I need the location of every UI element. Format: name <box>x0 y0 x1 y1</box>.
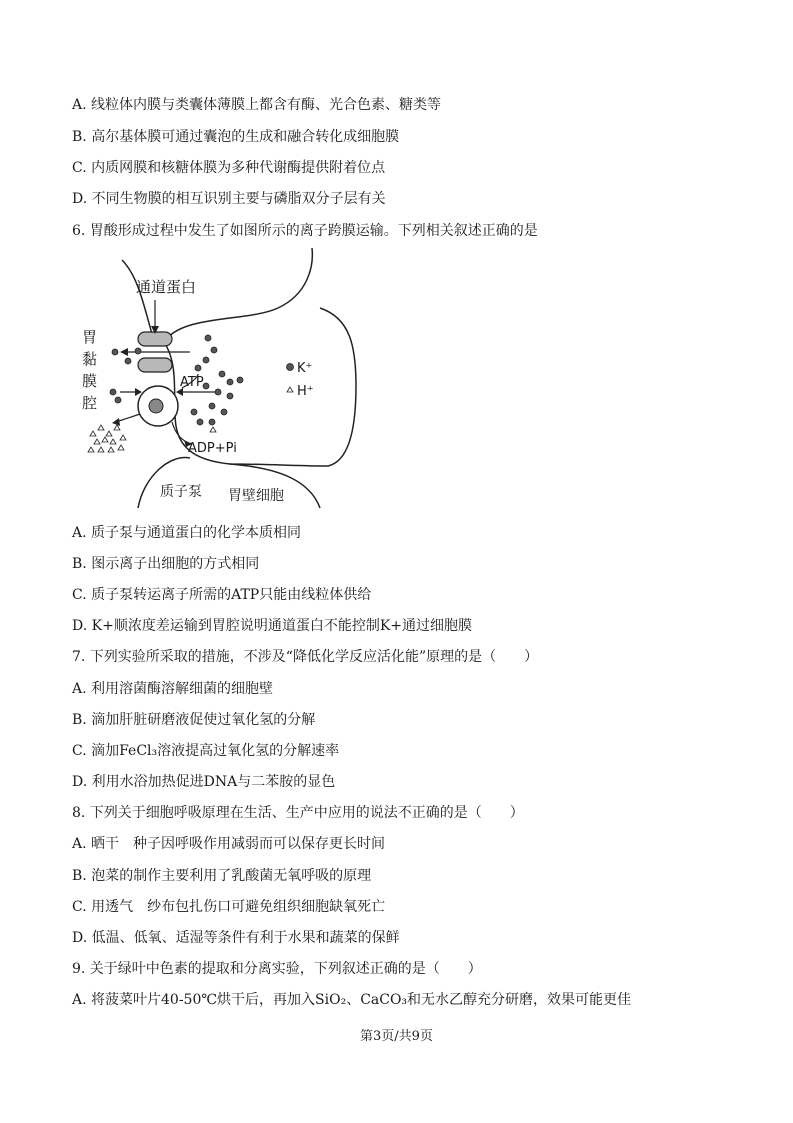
lumen-label-4: 腔 <box>82 394 98 412</box>
q7-option-b: B. 滴加肝脏研磨液促使过氧化氢的分解 <box>72 712 316 728</box>
q9-stem: 9. 关于绿叶中色素的提取和分离实验，下列叙述正确的是（ ） <box>72 961 482 977</box>
q7-option-a: A. 利用溶菌酶溶解细菌的细胞壁 <box>72 681 274 697</box>
q9-option-a: A. 将菠菜叶片40-50℃烘干后，再加入SiO₂、CaCO₃和无水乙醇充分研磨，效果可能更佳 <box>72 992 632 1008</box>
lumen-label-1: 胃 <box>82 328 98 346</box>
lumen-label-3: 膜 <box>82 372 98 390</box>
atp-label: ATP <box>180 375 204 390</box>
q8-option-a: A. 晒干 种子因呼吸作用减弱而可以保存更长时间 <box>72 836 386 852</box>
q6-option-d: D. K+顺浓度差运输到胃腔说明通道蛋白不能控制K+通过细胞膜 <box>72 618 473 634</box>
q8-option-c: C. 用透气 纱布包扎伤口可避免组织细胞缺氧死亡 <box>72 899 386 915</box>
channel-protein-label: 通道蛋白 <box>136 278 197 296</box>
q7-option-c: C. 滴加FeCl₃溶液提高过氧化氢的分解速率 <box>72 743 340 759</box>
adp-label: ADP+Pi <box>188 441 237 456</box>
q6-option-c: C. 质子泵转运离子所需的ATP只能由线粒体供给 <box>72 587 372 603</box>
lumen-label-2: 黏 <box>82 350 98 368</box>
q6-option-b: B. 图示离子出细胞的方式相同 <box>72 556 260 572</box>
q6-option-a: A. 质子泵与通道蛋白的化学本质相同 <box>72 525 302 541</box>
k-ion-legend: K⁺ <box>297 361 313 376</box>
q8-option-b: B. 泡菜的制作主要利用了乳酸菌无氧呼吸的原理 <box>72 868 372 884</box>
q5-option-d: D. 不同生物膜的相互识别主要与磷脂双分子层有关 <box>72 191 386 207</box>
q7-option-d: D. 利用水浴加热促进DNA与二苯胺的显色 <box>72 774 336 790</box>
q5-option-c: C. 内质网膜和核糖体膜为多种代谢酶提供附着位点 <box>72 160 386 176</box>
q5-option-a: A. 线粒体内膜与类囊体薄膜上都含有酶、光合色素、糖类等 <box>72 97 442 113</box>
proton-pump-label: 质子泵 <box>160 484 202 500</box>
q7-stem: 7. 下列实验所采取的措施，不涉及“降低化学反应活化能”原理的是（ ） <box>72 649 539 665</box>
ion-transport-diagram <box>80 246 360 511</box>
h-ion-legend: H⁺ <box>297 384 314 399</box>
q8-option-d: D. 低温、低氧、适湿等条件有利于水果和蔬菜的保鲜 <box>72 930 400 946</box>
q5-option-b: B. 高尔基体膜可通过囊泡的生成和融合转化成细胞膜 <box>72 129 400 145</box>
q8-stem: 8. 下列关于细胞呼吸原理在生活、生产中应用的说法不正确的是（ ） <box>72 805 524 821</box>
q6-stem: 6. 胃酸形成过程中发生了如图所示的离子跨膜运输。下列相关叙述正确的是 <box>72 223 538 239</box>
parietal-cell-label: 胃壁细胞 <box>228 488 284 504</box>
page-footer: 第3页/共9页 <box>360 1029 433 1044</box>
